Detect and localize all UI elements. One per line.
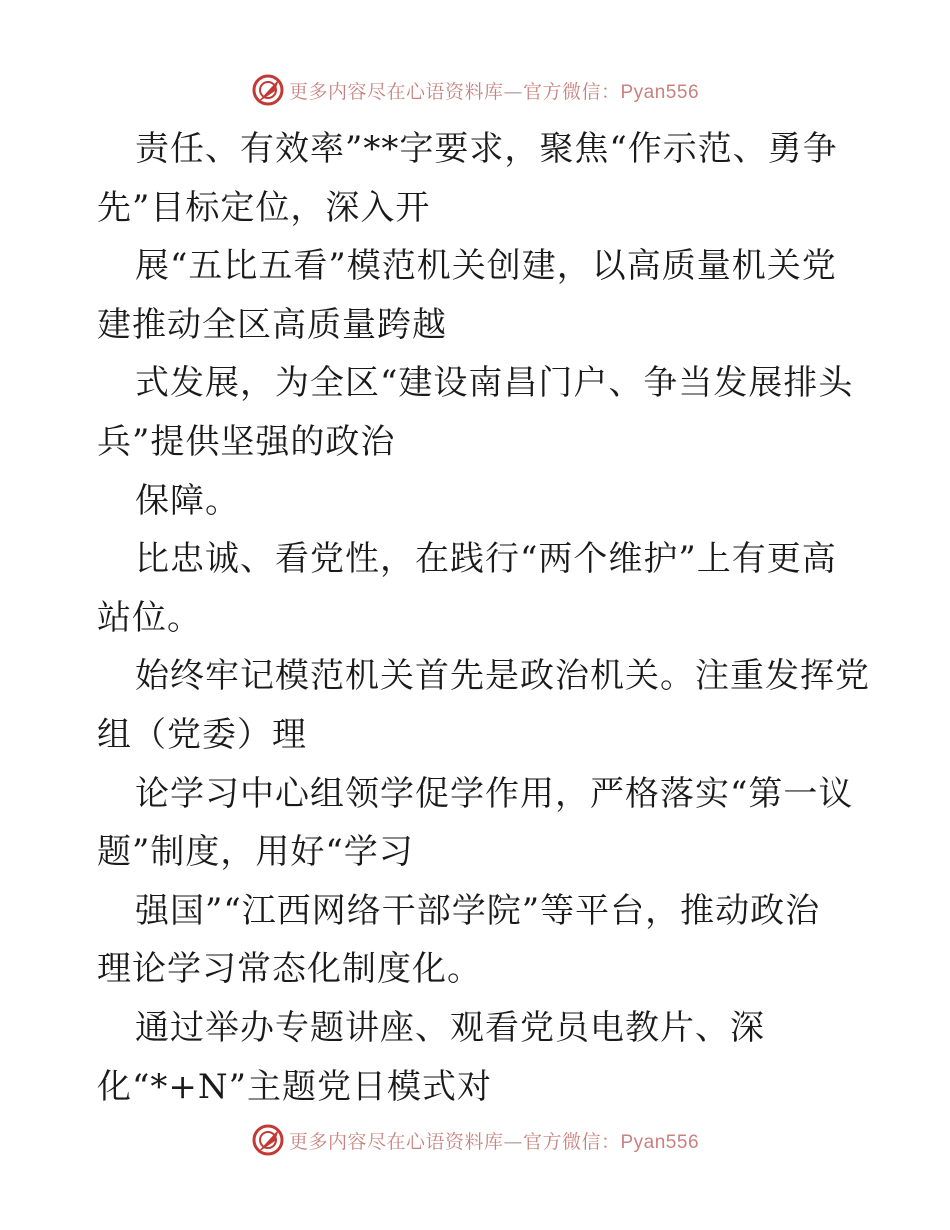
- quill-logo-icon: [251, 1123, 285, 1157]
- text-line: 站位。: [97, 597, 202, 638]
- watermark-contact-text: 官方微信：Pyan556: [523, 81, 700, 103]
- text-line: 责任、有效率”**字要求，聚焦“作示范、勇争: [135, 129, 838, 169]
- text-line: 论学习中心组领学促学作用，严格落实“第一议: [135, 773, 854, 814]
- watermark-dash: —: [503, 1130, 523, 1153]
- text-line: 保障。: [135, 480, 240, 521]
- watermark-banner: [251, 73, 699, 107]
- text-line: 兵”提供坚强的政治: [97, 421, 396, 462]
- text-line: 强国”“江西网络干部学院”等平台，推动政治: [135, 890, 821, 931]
- document-body: [97, 120, 870, 1116]
- text-line: 理论学习常态化制度化。: [97, 949, 482, 990]
- text-line: 化“*+N”主题党日模式对: [97, 1066, 493, 1107]
- text-line: 始终牢记模范机关首先是政治机关。注重发挥党: [135, 656, 870, 697]
- text-line: 题”制度，用好“学习: [97, 832, 414, 873]
- watermark-contact-text: 官方微信：Pyan556: [523, 1131, 700, 1153]
- page-footer-watermark: [0, 1120, 950, 1160]
- text-line: 通过举办专题讲座、观看党员电教片、深: [135, 1007, 765, 1048]
- text-line: 比忠诚、看党性，在践行“两个维护”上有更高: [135, 539, 837, 580]
- text-line: 建推动全区高质量跨越: [97, 304, 447, 345]
- watermark-site-text: 更多内容尽在心语资料库: [288, 80, 504, 103]
- watermark-site-text: 更多内容尽在心语资料库: [288, 1130, 504, 1153]
- quill-logo-icon: [251, 73, 285, 107]
- text-line: 组（党委）理: [97, 714, 307, 755]
- page-header-watermark: [0, 70, 950, 110]
- watermark-banner: [251, 1123, 699, 1157]
- text-line: 式发展，为全区“建设南昌门户、争当发展排头: [135, 363, 854, 404]
- watermark-dash: —: [503, 80, 523, 103]
- text-line: 展“五比五看”模范机关创建，以高质量机关党: [135, 246, 837, 287]
- text-line: 先”目标定位，深入开: [97, 187, 431, 228]
